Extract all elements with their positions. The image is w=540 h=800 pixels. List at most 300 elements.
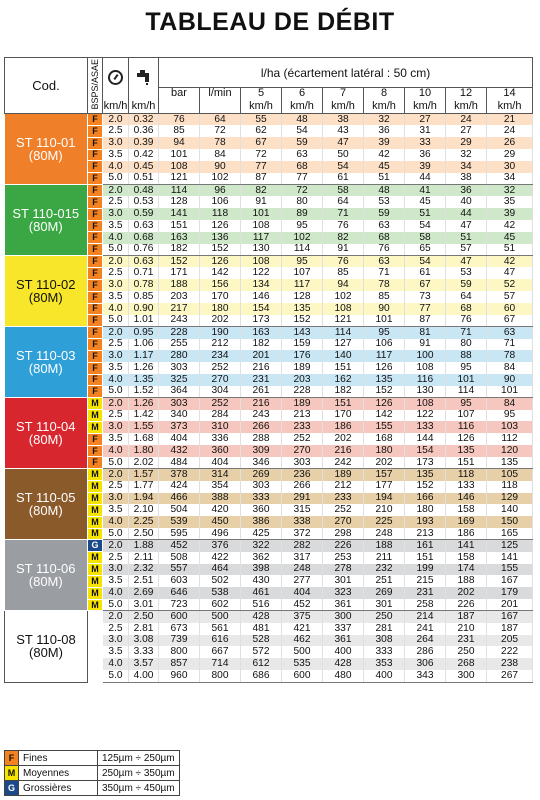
flow-value: 3.33 [129,646,159,658]
application-rate-value: 291 [282,493,323,505]
application-rate-value: 24 [446,114,487,126]
application-rate-value: 158 [446,552,487,564]
droplet-size-badge: M [88,564,103,576]
application-rate-value: 90 [487,374,533,386]
application-rate-value: 151 [446,457,487,469]
pressure-value: 2.0 [103,256,129,268]
application-rate-value: 203 [282,374,323,386]
application-rate-value: 136 [200,232,241,244]
application-rate-value: 55 [241,114,282,126]
pressure-gauge-icon [108,70,123,85]
droplet-size-badge: M [88,421,103,433]
application-rate-value: 236 [282,469,323,481]
application-rate-value: 315 [282,504,323,516]
application-rate-value: 127 [323,339,364,351]
application-rate-value: 58 [405,232,446,244]
application-rate-value: 59 [364,208,405,220]
application-rate-value: 361 [323,635,364,647]
application-rate-value: 270 [282,445,323,457]
application-rate-value: 133 [405,421,446,433]
droplet-size-badge: F [88,220,103,232]
application-rate-value: 117 [282,279,323,291]
application-rate-value: 252 [200,362,241,374]
application-rate-value: 266 [241,421,282,433]
application-rate-value: 51 [364,173,405,185]
flow-value: 0.53 [129,196,159,208]
pressure-value: 4.0 [103,232,129,244]
application-rate-value: 146 [446,493,487,505]
application-rate-value: 723 [159,599,200,611]
table-row [5,540,533,552]
application-rate-value: 170 [200,291,241,303]
application-rate-value: 338 [282,516,323,528]
pressure-value: 4.0 [103,303,129,315]
application-rate-value: 572 [241,646,282,658]
application-rate-value: 231 [241,374,282,386]
application-rate-value: 101 [487,386,533,398]
application-rate-value: 78 [364,279,405,291]
application-rate-value: 152 [364,386,405,398]
application-rate-value: 173 [241,315,282,327]
application-rate-value: 120 [487,445,533,457]
droplet-size-badge: F [88,445,103,457]
application-rate-value: 82 [323,232,364,244]
application-rate-value: 91 [405,339,446,351]
application-rate-value: 48 [282,114,323,126]
application-rate-value: 199 [405,564,446,576]
application-rate-value: 504 [159,504,200,516]
speed-header-12: 12 [446,88,487,100]
application-rate-value: 78 [200,137,241,149]
application-rate-value: 226 [323,540,364,552]
application-rate-value: 461 [241,587,282,599]
pressure-value: 2.5 [103,267,129,279]
flow-value: 1.42 [129,410,159,422]
application-rate-value: 595 [159,528,200,540]
flow-value: 2.02 [129,457,159,469]
application-rate-value: 141 [159,208,200,220]
application-rate-value: 646 [159,587,200,599]
application-rate-value: 42 [487,220,533,232]
application-rate-value: 157 [364,469,405,481]
application-rate-value: 96 [200,185,241,197]
application-rate-value: 205 [487,635,533,647]
application-rate-value: 29 [487,149,533,161]
faucet-icon [135,69,153,85]
pressure-value: 3.0 [103,635,129,647]
application-rate-value: 121 [159,173,200,185]
application-rate-value: 95 [487,410,533,422]
application-rate-value: 308 [364,635,405,647]
application-rate-value: 250 [446,646,487,658]
application-rate-value: 462 [282,635,323,647]
application-rate-value: 179 [487,587,533,599]
application-rate-value: 180 [364,445,405,457]
application-rate-value: 135 [364,374,405,386]
application-rate-value: 90 [364,303,405,315]
application-rate-value: 266 [282,481,323,493]
application-rate-value: 960 [159,670,200,682]
flow-value: 1.55 [129,421,159,433]
application-rate-value: 76 [364,244,405,256]
application-rate-value: 241 [405,623,446,635]
speed-header-5: 5 [241,88,282,100]
droplet-size-badge: F [88,173,103,185]
application-rate-value: 222 [487,646,533,658]
legend-row [5,751,180,766]
application-rate-value: 105 [487,469,533,481]
application-rate-value: 242 [323,457,364,469]
application-rate-value: 47 [446,220,487,232]
application-rate-value: 516 [241,599,282,611]
speed-unit-12: km/h [364,100,405,114]
application-rate-value: 76 [323,220,364,232]
flow-value: 0.76 [129,244,159,256]
speed-header-14: 14 [487,88,533,100]
application-rate-value: 71 [487,339,533,351]
application-rate-value: 420 [200,504,241,516]
application-rate-value: 216 [241,362,282,374]
application-rate-value: 95 [446,398,487,410]
droplet-size-badge: F [88,185,103,197]
flow-value: 2.50 [129,528,159,540]
application-rate-value: 94 [159,137,200,149]
application-rate-value: 228 [282,386,323,398]
application-rate-value: 60 [487,303,533,315]
application-rate-value: 278 [323,564,364,576]
flow-icon-cell [129,58,159,100]
flow-value: 3.08 [129,635,159,647]
application-rate-value: 47 [323,137,364,149]
droplet-size-badge [88,623,103,635]
application-rate-value: 26 [487,137,533,149]
application-rate-value: 284 [200,410,241,422]
application-rate-value: 226 [446,599,487,611]
application-rate-value: 210 [364,504,405,516]
application-rate-value: 57 [446,244,487,256]
application-rate-value: 269 [364,587,405,599]
application-rate-value: 146 [241,291,282,303]
application-rate-value: 63 [364,256,405,268]
flow-value: 2.32 [129,564,159,576]
application-rate-value: 215 [405,575,446,587]
flow-value: 0.51 [129,173,159,185]
application-rate-value: 202 [200,315,241,327]
speed-header-8: 8 [364,88,405,100]
droplet-size-badge: M [88,410,103,422]
speed-unit-16: km/h [446,100,487,114]
speed-unit-14: km/h [405,100,446,114]
nozzle-model-cell [5,398,88,469]
nozzle-model-cell [5,114,88,185]
application-rate-value: 84 [200,149,241,161]
pressure-value: 3.5 [103,362,129,374]
application-rate-value: 33 [405,137,446,149]
application-rate-value: 73 [405,291,446,303]
application-rate-value: 65 [405,244,446,256]
droplet-size-badge: M [88,504,103,516]
pressure-value: 2.5 [103,196,129,208]
application-rate-value: 122 [241,267,282,279]
application-rate-value: 35 [487,196,533,208]
application-rate-value: 38 [446,173,487,185]
application-rate-value: 361 [323,599,364,611]
flow-value: 1.17 [129,350,159,362]
application-rate-value: 45 [364,161,405,173]
application-rate-value: 140 [323,350,364,362]
pressure-value: 5.0 [103,670,129,682]
flow-value: 0.85 [129,291,159,303]
application-rate-value: 43 [323,125,364,137]
application-rate-value: 101 [159,149,200,161]
application-rate-value: 114 [446,386,487,398]
application-rate-value: 214 [405,611,446,623]
application-rate-value: 152 [200,244,241,256]
flow-value: 1.80 [129,445,159,457]
pressure-value: 3.0 [103,493,129,505]
flow-value: 1.01 [129,315,159,327]
pressure-value: 3.5 [103,220,129,232]
application-rate-value: 128 [282,291,323,303]
application-rate-value: 62 [241,125,282,137]
application-rate-value: 156 [200,279,241,291]
application-rate-value: 64 [446,291,487,303]
application-rate-value: 167 [487,611,533,623]
application-rate-value: 45 [405,196,446,208]
application-rate-value: 101 [241,208,282,220]
droplet-size-badge: M [88,575,103,587]
application-rate-value: 151 [159,220,200,232]
pressure-value: 5.0 [103,528,129,540]
application-rate-value: 602 [200,599,241,611]
legend-range: 125µm ÷ 250µm [98,751,180,766]
application-rate-value: 90 [200,161,241,173]
application-rate-value: 500 [282,646,323,658]
application-rate-value: 203 [159,291,200,303]
droplet-size-badge: M [88,552,103,564]
flow-value: 2.81 [129,623,159,635]
flow-value: 4.00 [129,670,159,682]
application-rate-value: 281 [364,623,405,635]
pressure-value: 2.5 [103,481,129,493]
application-rate-value: 102 [282,232,323,244]
application-rate-value: 135 [282,303,323,315]
flow-value: 2.11 [129,552,159,564]
nozzle-code: ST 110-05 [15,490,76,506]
legend-row [5,781,180,796]
application-rate-value: 95 [364,327,405,339]
application-rate-value: 44 [405,173,446,185]
pressure-value: 3.5 [103,149,129,161]
application-rate-value: 91 [323,244,364,256]
application-rate-value: 91 [241,196,282,208]
application-rate-value: 53 [446,267,487,279]
application-rate-value: 300 [446,670,487,682]
application-rate-value: 362 [241,552,282,564]
application-rate-value: 424 [159,481,200,493]
application-rate-value: 298 [323,528,364,540]
application-rate-value: 27 [405,114,446,126]
application-rate-value: 452 [282,599,323,611]
application-rate-value: 188 [364,540,405,552]
application-rate-value: 116 [405,374,446,386]
application-rate-value: 63 [487,327,533,339]
pressure-value: 4.0 [103,445,129,457]
droplet-size-badge: M [88,398,103,410]
pressure-value: 3.5 [103,575,129,587]
application-rate-value: 561 [200,623,241,635]
legend-range: 350µm ÷ 450µm [98,781,180,796]
application-rate-value: 528 [241,635,282,647]
application-rate-value: 310 [200,421,241,433]
application-rate-value: 95 [282,256,323,268]
droplet-size-badge: F [88,279,103,291]
pressure-value: 2.0 [103,611,129,623]
application-rate-value: 102 [200,173,241,185]
application-rate-value: 255 [159,339,200,351]
application-rate-value: 80 [282,196,323,208]
application-rate-value: 53 [364,196,405,208]
pressure-value: 2.0 [103,114,129,126]
application-rate-value: 425 [241,528,282,540]
droplet-size-badge [88,670,103,682]
droplet-size-badge: F [88,256,103,268]
application-rate-value: 72 [241,149,282,161]
pressure-value: 2.5 [103,339,129,351]
application-rate-value: 388 [200,493,241,505]
pressure-value: 2.0 [103,327,129,339]
application-rate-value: 378 [159,469,200,481]
application-rate-value: 94 [323,279,364,291]
application-rate-value: 187 [487,623,533,635]
application-rate-value: 108 [241,256,282,268]
application-rate-value: 180 [405,504,446,516]
pressure-value: 3.0 [103,279,129,291]
application-rate-value: 202 [446,587,487,599]
application-rate-value: 288 [241,433,282,445]
pressure-value: 2.5 [103,623,129,635]
application-rate-value: 373 [159,421,200,433]
application-rate-value: 176 [282,350,323,362]
application-rate-value: 686 [241,670,282,682]
application-rate-value: 85 [323,267,364,279]
flow-value: 1.52 [129,386,159,398]
nozzle-variant: (80M) [28,148,63,164]
droplet-size-badge: F [88,244,103,256]
application-rate-value: 189 [323,469,364,481]
application-rate-value: 170 [323,410,364,422]
droplet-size-legend [4,750,180,796]
application-rate-value: 202 [323,433,364,445]
application-rate-value: 161 [405,540,446,552]
application-rate-value: 360 [241,504,282,516]
flow-value: 0.68 [129,232,159,244]
pressure-value: 3.5 [103,433,129,445]
application-rate-value: 68 [446,303,487,315]
droplet-size-badge: F [88,125,103,137]
application-rate-value: 54 [282,125,323,137]
flow-value: 0.32 [129,114,159,126]
nozzle-variant: (80M) [29,645,63,661]
application-rate-value: 180 [200,303,241,315]
application-rate-value: 126 [446,433,487,445]
bar-unit-header: bar [159,88,200,114]
pressure-value: 4.0 [103,374,129,386]
application-rate-value: 64 [323,196,364,208]
application-rate-value: 100 [405,350,446,362]
application-rate-value: 165 [487,528,533,540]
application-rate-value: 36 [364,125,405,137]
table-row [5,611,533,623]
application-rate-value: 201 [487,599,533,611]
application-rate-value: 130 [241,244,282,256]
application-rate-value: 238 [487,658,533,670]
droplet-size-badge: M [88,599,103,611]
application-rate-value: 243 [241,410,282,422]
pressure-value: 3.0 [103,564,129,576]
application-rate-value: 303 [241,481,282,493]
application-rate-value: 398 [241,564,282,576]
application-rate-value: 211 [364,552,405,564]
application-rate-value: 194 [364,493,405,505]
application-rate-value: 166 [405,493,446,505]
application-rate-value: 500 [200,611,241,623]
nozzle-model-cell [5,469,88,540]
droplet-size-badge: F [88,267,103,279]
flow-value: 0.48 [129,185,159,197]
application-rate-value: 32 [487,185,533,197]
droplet-size-badge: F [88,327,103,339]
application-rate-value: 212 [323,481,364,493]
application-rate-value: 128 [159,196,200,208]
application-rate-value: 32 [446,149,487,161]
nozzle-code: ST 110-04 [15,419,76,435]
bsps-label: BSPS/ASAE [89,58,100,110]
application-rate-value: 600 [282,670,323,682]
application-rate-value: 40 [446,196,487,208]
application-rate-value: 323 [323,587,364,599]
nozzle-variant: (80M) [28,574,63,590]
pressure-value: 2.5 [103,125,129,137]
droplet-size-badge: F [88,315,103,327]
flow-value: 3.01 [129,599,159,611]
pressure-value: 5.0 [103,244,129,256]
application-rate-value: 375 [282,611,323,623]
application-rate-value: 42 [487,256,533,268]
pressure-value: 3.0 [103,350,129,362]
application-rate-value: 422 [200,552,241,564]
application-rate-value: 213 [282,410,323,422]
application-rate-value: 57 [487,291,533,303]
pressure-value: 3.0 [103,421,129,433]
application-rate-value: 270 [200,374,241,386]
application-rate-value: 400 [364,670,405,682]
application-rate-value: 174 [446,564,487,576]
droplet-size-badge: F [88,196,103,208]
application-rate-value: 36 [446,185,487,197]
droplet-size-badge: M [88,481,103,493]
application-rate-value: 173 [405,457,446,469]
application-rate-value: 59 [282,137,323,149]
table-row [5,114,533,126]
flow-value: 0.95 [129,327,159,339]
nozzle-variant: (80M) [28,361,63,377]
application-rate-value: 87 [241,173,282,185]
flow-value: 2.25 [129,516,159,528]
application-rate-value: 421 [282,623,323,635]
droplet-size-badge: F [88,303,103,315]
nozzle-model-cell [5,540,88,611]
